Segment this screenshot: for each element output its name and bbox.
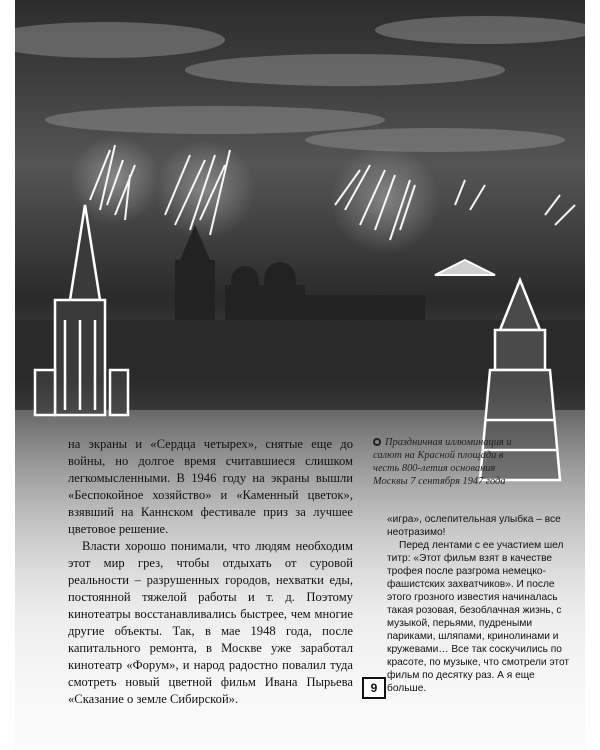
main-paragraph: на экраны и «Сердца четырех», снятые еще до войны, но долгое время считавшиеся слишком легкомысленными. В 1946 году на экраны вышли «Беспокойное хозяйство» и «Каменный цветок», взявший на Каннском фестивале приз за лучшее цветовое решение. [68, 437, 353, 536]
pavilion [435, 260, 495, 275]
caption-text: Праздничная иллюминация и салют на Красной площади в честь 800-летия основания Москвы 7 сентября 1947 года [373, 437, 512, 487]
sidebar-text [387, 513, 572, 695]
photo-caption [373, 436, 523, 488]
main-text-column [68, 436, 353, 708]
sidebar-paragraph: «игра», ослепительная улыбка – все неотразимо! [387, 514, 561, 538]
sidebar-paragraph: Перед лентами с ее участием шел титр: «Этот фильм взят в качестве трофея после разгрома немецко-фашистских захватчиков». И после этого грозного известия начиналась такая розовая, безоблачная жизнь, с музыкой, перьями, пудреными париками, шляпами, кринолинами и кружевами… Все так соскучились по красоте, по музыке, что смотрели этот фильм по десятку раз. А я еще больше. [387, 540, 570, 694]
page-number: 9 [362, 677, 386, 699]
circle-marker-icon [373, 438, 381, 446]
page [15, 0, 585, 750]
clouds [15, 16, 585, 152]
main-paragraph: Власти хорошо понимали, что людям необходим этот мир грез, чтобы отдыхать от суровой реальности – разрушенных городов, нехватки еды, постоянной тяжелой работы и т. д. Поэтому кинотеатры восстанавливались быстрее, чем многие другие объекты. Так, в мае 1948 года, после капитального ремонта, в Москве уже заработал кинотеатр «Форум», и народ радостно повалил туда смотреть новый цветной фильм Ивана Пырьева «Сказание о земле Сибирской». [68, 539, 353, 706]
